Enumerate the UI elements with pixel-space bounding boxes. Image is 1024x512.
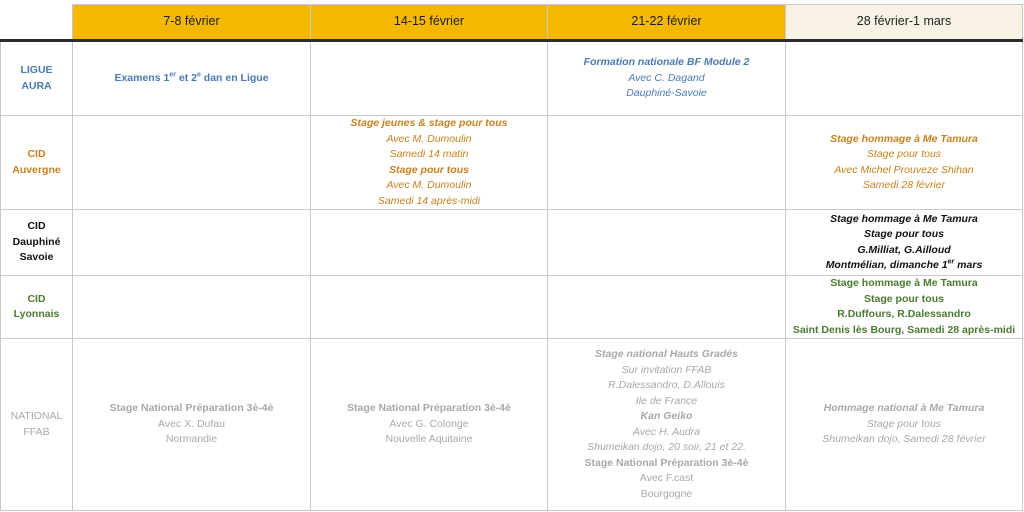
event-line: Stage National Préparation 3è-4è bbox=[109, 402, 274, 415]
cell-auvergne-week1 bbox=[73, 116, 311, 210]
cell-ligue-week1 bbox=[73, 41, 311, 116]
superscript: e bbox=[196, 71, 201, 79]
event-line: Bourgogne bbox=[640, 487, 693, 500]
row-label-line: Savoie bbox=[19, 251, 54, 264]
cell-national-week4 bbox=[786, 339, 1023, 511]
cell-text: mars bbox=[954, 259, 983, 271]
row-label-auvergne bbox=[1, 116, 73, 210]
event-line: Stage pour tous bbox=[866, 148, 942, 160]
date-header-4: 28 février-1 mars bbox=[786, 5, 1023, 41]
event-line: Stage pour tous bbox=[866, 417, 942, 430]
cell-lyonnais-week4 bbox=[786, 276, 1023, 339]
cell-ligue-week2 bbox=[311, 41, 548, 116]
superscript: er bbox=[169, 71, 176, 79]
row-ligue-aura bbox=[1, 41, 1023, 116]
cell-dauphine-week2 bbox=[311, 210, 548, 276]
row-label-national bbox=[1, 339, 73, 511]
cell-national-week3 bbox=[548, 339, 786, 511]
event-line: Stage National Préparation 3è-4è bbox=[584, 456, 749, 469]
event-line: Stage pour tous bbox=[864, 228, 944, 240]
event-line: Avec G. Colonge bbox=[389, 417, 469, 430]
schedule-table bbox=[0, 4, 1023, 511]
row-label-dauphine bbox=[1, 210, 73, 276]
header-row bbox=[1, 5, 1023, 41]
event-line: R.Duffours, R.Dalessandro bbox=[837, 308, 971, 320]
event-line: Normandie bbox=[165, 433, 218, 446]
event-line: Stage hommage à Me Tamura bbox=[830, 212, 978, 225]
row-cid-lyonnais bbox=[1, 276, 1023, 339]
event-line: Avec C. Dagand bbox=[628, 71, 705, 84]
cell-text: Montmélian, dimanche 1 bbox=[825, 259, 948, 271]
cell-auvergne-week3 bbox=[548, 116, 786, 210]
event-line: Hommage national à Me Tamura bbox=[823, 402, 985, 415]
row-cid-dauphine bbox=[1, 210, 1023, 276]
row-label-line: Dauphiné bbox=[12, 235, 61, 248]
event-line: G.Milliat, G.Ailloud bbox=[857, 243, 951, 256]
row-label-line: FFAB bbox=[23, 425, 50, 438]
cell-dauphine-week1 bbox=[73, 210, 311, 276]
event-line: Avec M. Dumoulin bbox=[386, 132, 472, 145]
event-line: Stage pour tous bbox=[389, 163, 469, 176]
event-line: Stage jeunes & stage pour tous bbox=[350, 117, 508, 129]
superscript: er bbox=[947, 258, 955, 266]
corner-cell bbox=[1, 5, 73, 41]
row-label-line: Auvergne bbox=[12, 163, 61, 176]
cell-lyonnais-week2 bbox=[311, 276, 548, 339]
cell-ligue-week3 bbox=[548, 41, 786, 116]
cell-dauphine-week3 bbox=[548, 210, 786, 276]
event-line: Samedi 14 matin bbox=[389, 148, 469, 160]
date-header-1: 7-8 février bbox=[73, 5, 311, 41]
event-line: Stage national Hauts Gradés bbox=[595, 348, 738, 360]
event-line: R.Dalessandro, D.Allouis bbox=[608, 379, 725, 391]
row-label-line: CID bbox=[27, 220, 46, 233]
event-line: Samedi 14 après-midi bbox=[377, 194, 481, 207]
row-label-lyonnais bbox=[1, 276, 73, 339]
cell-lyonnais-week1 bbox=[73, 276, 311, 339]
event-line: Stage hommage à Me Tamura bbox=[830, 132, 978, 145]
event-line: Samedi 28 février bbox=[862, 179, 946, 191]
cell-text: Examens 1 bbox=[114, 71, 170, 84]
row-label-line: AURA bbox=[21, 79, 52, 92]
event-line: Avec H. Audra bbox=[632, 425, 701, 438]
row-national-ffab bbox=[1, 339, 1023, 511]
cell-auvergne-week4 bbox=[786, 116, 1023, 210]
row-label-line: LIGUE bbox=[20, 64, 53, 76]
event-line: Stage hommage à Me Tamura bbox=[830, 277, 978, 289]
event-line: Shumeikan dojo, 20 soir, 21 et 22. bbox=[587, 441, 746, 453]
cell-dauphine-week4 bbox=[786, 210, 1023, 276]
row-label-line: Lyonnais bbox=[13, 308, 60, 320]
cell-auvergne-week2 bbox=[311, 116, 548, 210]
event-line: Stage pour tous bbox=[864, 292, 944, 305]
row-label-ligue bbox=[1, 41, 73, 116]
event-line: Avec F.cast bbox=[639, 472, 694, 484]
cell-text: et 2 bbox=[175, 71, 197, 84]
event-line: Shumeikan dojo, Samedi 28 février bbox=[822, 433, 986, 446]
event-line: Stage National Préparation 3è-4è bbox=[347, 402, 511, 415]
row-label-line: CID bbox=[27, 148, 46, 160]
cell-text: dan en Ligue bbox=[200, 71, 269, 84]
row-label-line: CID bbox=[27, 292, 46, 305]
row-label-line: NATIONAL bbox=[10, 410, 63, 422]
date-header-2: 14-15 février bbox=[311, 5, 548, 41]
event-line: Sur invitation FFAB bbox=[621, 363, 712, 376]
event-line: Dauphiné-Savoie bbox=[626, 87, 707, 100]
event-line: Kan Geiko bbox=[640, 410, 693, 422]
event-line: Avec Michel Prouveze Shihan bbox=[834, 163, 974, 176]
event-line bbox=[788, 258, 1020, 274]
cell-national-week1 bbox=[73, 339, 311, 511]
event-line: Saint Denis lès Bourg, Samedi 28 après-midi bbox=[792, 323, 1016, 336]
row-cid-auvergne bbox=[1, 116, 1023, 210]
cell-lyonnais-week3 bbox=[548, 276, 786, 339]
event-line: Nouvelle Aquitaine bbox=[385, 433, 473, 446]
cell-national-week2 bbox=[311, 339, 548, 511]
event-line: Formation nationale BF Module 2 bbox=[583, 56, 750, 69]
event-line: Ile de France bbox=[635, 394, 698, 407]
event-line: Avec M. Dumoulin bbox=[386, 179, 472, 191]
cell-ligue-week4 bbox=[786, 41, 1023, 116]
date-header-3: 21-22 février bbox=[548, 5, 786, 41]
event-line: Avec X. Dufau bbox=[158, 417, 225, 430]
